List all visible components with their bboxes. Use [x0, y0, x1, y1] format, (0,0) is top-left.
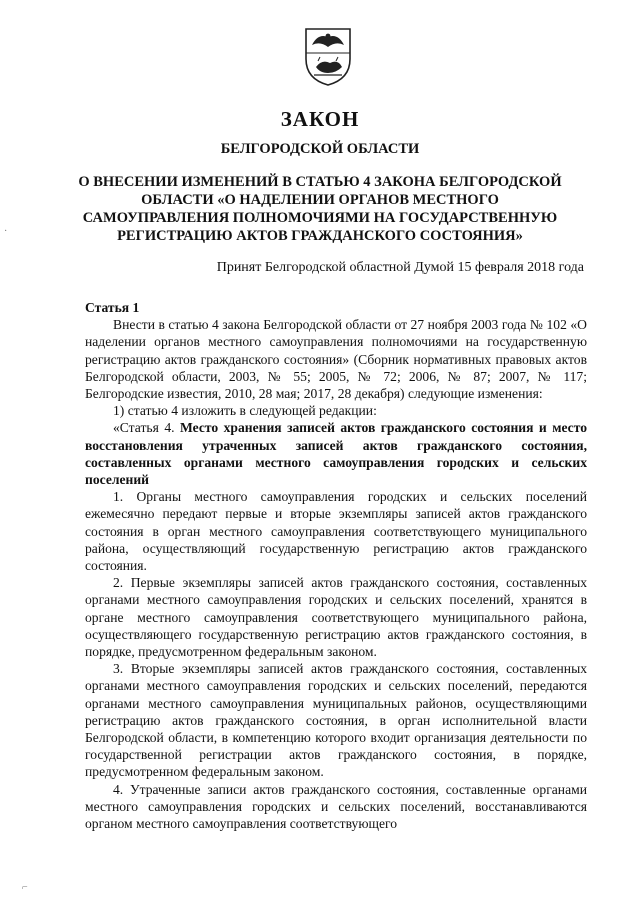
- law-subtitle: О ВНЕСЕНИИ ИЗМЕНЕНИЙ В СТАТЬЮ 4 ЗАКОНА БЕЛГОРОДСКОЙ ОБЛАСТИ «О НАДЕЛЕНИИ ОРГАНОВ МЕСТНОГО САМОУПРАВЛЕНИЯ ПОЛНОМОЧИЯМИ НА ГОСУДАРСТВЕННУЮ РЕГИСТРАЦИЮ АКТОВ ГРАЖДАНСКОГО СОСТОЯНИЯ»: [78, 174, 562, 244]
- scan-corner-mark: ⌐: [22, 882, 28, 893]
- quote-article-heading: [85, 419, 587, 488]
- article-heading: Статья 1: [85, 300, 140, 315]
- paragraph-1: 1. Органы местного самоуправления городских и сельских поселений ежемесячно передают первые и вторые экземпляры записей актов гражданского состояния в орган местного самоуправления соответствующего муниципального района, осуществляющий государственную регистрацию актов гражданского состояния.: [85, 489, 587, 574]
- quote-bold-title: Место хранения записей актов гражданского состояния и место восстановления утраченных записей актов гражданского состояния, составленных органами местного самоуправления городских и сельских поселений: [85, 420, 587, 488]
- region-title: БЕЛГОРОДСКОЙ ОБЛАСТИ: [220, 141, 420, 157]
- item-1: 1) статью 4 изложить в следующей редакции:: [113, 403, 377, 419]
- paragraph-4: 4. Утраченные записи актов гражданского состояния, составленные органами местного самоуправления городских и сельских поселений, восстанавливаются органом местного самоуправления соответствующего: [85, 781, 587, 832]
- scan-tick-mark: ·: [4, 226, 8, 237]
- paragraph-2: 2. Первые экземпляры записей актов гражданского состояния, составленных органами местного самоуправления городских и сельских поселений, хранятся в органе местного самоуправления соответствующего муниципального района, осуществляющего государственную регистрацию актов гражданского состояния, в порядке, предусмотренном федеральным законом.: [85, 575, 587, 660]
- document-body: [85, 299, 587, 832]
- paragraph-3: 3. Вторые экземпляры записей актов гражданского состояния, составленных органами местного самоуправления городских и сельских поселений, передаются органами местного самоуправления муниципальных районов, осуществляющими регистрацию актов гражданского состояния, в орган исполнительной власти Белгородской области, в компетенцию которого входит организация деятельности по государственной регистрации актов гражданского состояния, в порядке, предусмотренном федеральным законом.: [85, 661, 587, 780]
- belgorod-coat-of-arms-icon: [302, 23, 354, 87]
- article-intro: Внести в статью 4 закона Белгородской области от 27 ноября 2003 года № 102 «О наделении органов местного самоуправления полномочиями на государственную регистрацию актов гражданского состояния» (Сборник нормативных правовых актов Белгородской области, 2003, № 55; 2005, № 72; 2006, № 87; 2007, № 117; Белгородские известия, 2010, 28 мая; 2017, 28 декабря) следующие изменения:: [85, 317, 587, 402]
- quote-prefix: «Статья 4.: [113, 420, 180, 436]
- law-title: ЗАКОН: [280, 107, 360, 131]
- accepted-date: Принят Белгородской областной Думой 15 февраля 2018 года: [216, 260, 584, 275]
